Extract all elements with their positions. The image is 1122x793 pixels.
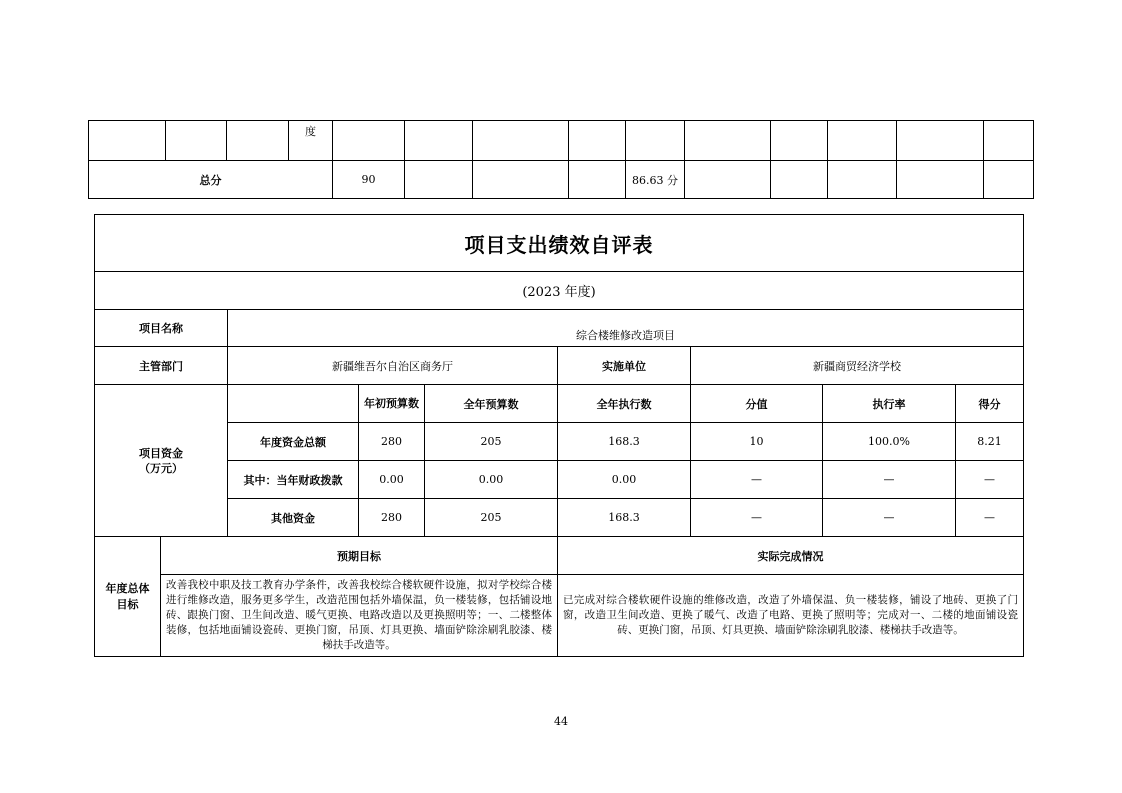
table-row	[95, 499, 1024, 537]
funds-header-row	[95, 385, 1024, 423]
total-score: 86.63 分	[626, 161, 685, 199]
goal-label: 年度总体目标	[95, 537, 161, 657]
cell-value: 280	[359, 423, 425, 461]
row-label: 其中：当年财政拨款	[228, 461, 359, 499]
performance-evaluation-table	[94, 214, 1024, 657]
col-header: 全年预算数	[425, 385, 558, 423]
cell-value: 100.0%	[823, 423, 956, 461]
total-row	[89, 161, 1034, 199]
cell-value: —	[823, 461, 956, 499]
project-name-label: 项目名称	[95, 310, 228, 347]
row-label: 年度资金总额	[228, 423, 359, 461]
col-header: 得分	[956, 385, 1024, 423]
cell-value: 0.00	[359, 461, 425, 499]
cell-value: 205	[425, 423, 558, 461]
col-header: 执行率	[823, 385, 956, 423]
actual-completion-header: 实际完成情况	[558, 537, 1024, 575]
cell-fragment: 度	[289, 121, 333, 161]
previous-table-continuation	[88, 120, 1034, 199]
actual-completion-text: 已完成对综合楼软硬件设施的维修改造，改造了外墙保温、负一楼装修，铺设了地砖、更换了门窗，改造卫生间改造、更换了暖气、改造了电路、更换了照明等；完成对一、二楼的地面铺设瓷砖、更换门窗，吊顶、灯具更换、墙面铲除涂刷乳胶漆、楼梯扶手改造等。	[558, 575, 1024, 657]
expected-goal-text: 改善我校中职及技工教育办学条件，改善我校综合楼软硬件设施，拟对学校综合楼进行维修改造，服务更多学生，改造范围包括外墙保温，负一楼装修，包括铺设地砖、跟换门窗、卫生间改造、暖气更换、电路改造以及更换照明等；一、二楼整体装修，包括地面铺设瓷砖、更换门窗，吊顶、灯具更换、墙面铲除涂刷乳胶漆、楼梯扶手改造等。	[161, 575, 558, 657]
cell-value: 280	[359, 499, 425, 537]
table-row	[89, 121, 1034, 161]
cell-value: —	[956, 461, 1024, 499]
unit-label: 实施单位	[558, 347, 691, 385]
row-label: 其他资金	[228, 499, 359, 537]
cell-value: 8.21	[956, 423, 1024, 461]
cell-value: —	[956, 499, 1024, 537]
cell-value: 168.3	[558, 423, 691, 461]
cell-value: 205	[425, 499, 558, 537]
year-label: (2023 年度)	[95, 272, 1024, 310]
total-label: 总分	[89, 161, 333, 199]
dept-value: 新疆维吾尔自治区商务厅	[228, 347, 558, 385]
col-header: 分值	[691, 385, 823, 423]
table-row	[95, 461, 1024, 499]
cell-value: —	[691, 499, 823, 537]
col-header: 全年执行数	[558, 385, 691, 423]
cell-value: 10	[691, 423, 823, 461]
project-name-value: 综合楼维修改造项目	[228, 310, 1024, 347]
page-number: 44	[554, 715, 568, 728]
expected-goal-header: 预期目标	[161, 537, 558, 575]
dept-label: 主管部门	[95, 347, 228, 385]
funds-label: 项目资金（万元）	[95, 385, 228, 537]
total-weight: 90	[333, 161, 405, 199]
col-header: 年初预算数	[359, 385, 425, 423]
cell-value: 168.3	[558, 499, 691, 537]
unit-value: 新疆商贸经济学校	[691, 347, 1024, 385]
table-row	[95, 423, 1024, 461]
page-title: 项目支出绩效自评表	[95, 215, 1024, 272]
cell-value: —	[823, 499, 956, 537]
cell-value: 0.00	[558, 461, 691, 499]
cell-value: —	[691, 461, 823, 499]
cell-value: 0.00	[425, 461, 558, 499]
